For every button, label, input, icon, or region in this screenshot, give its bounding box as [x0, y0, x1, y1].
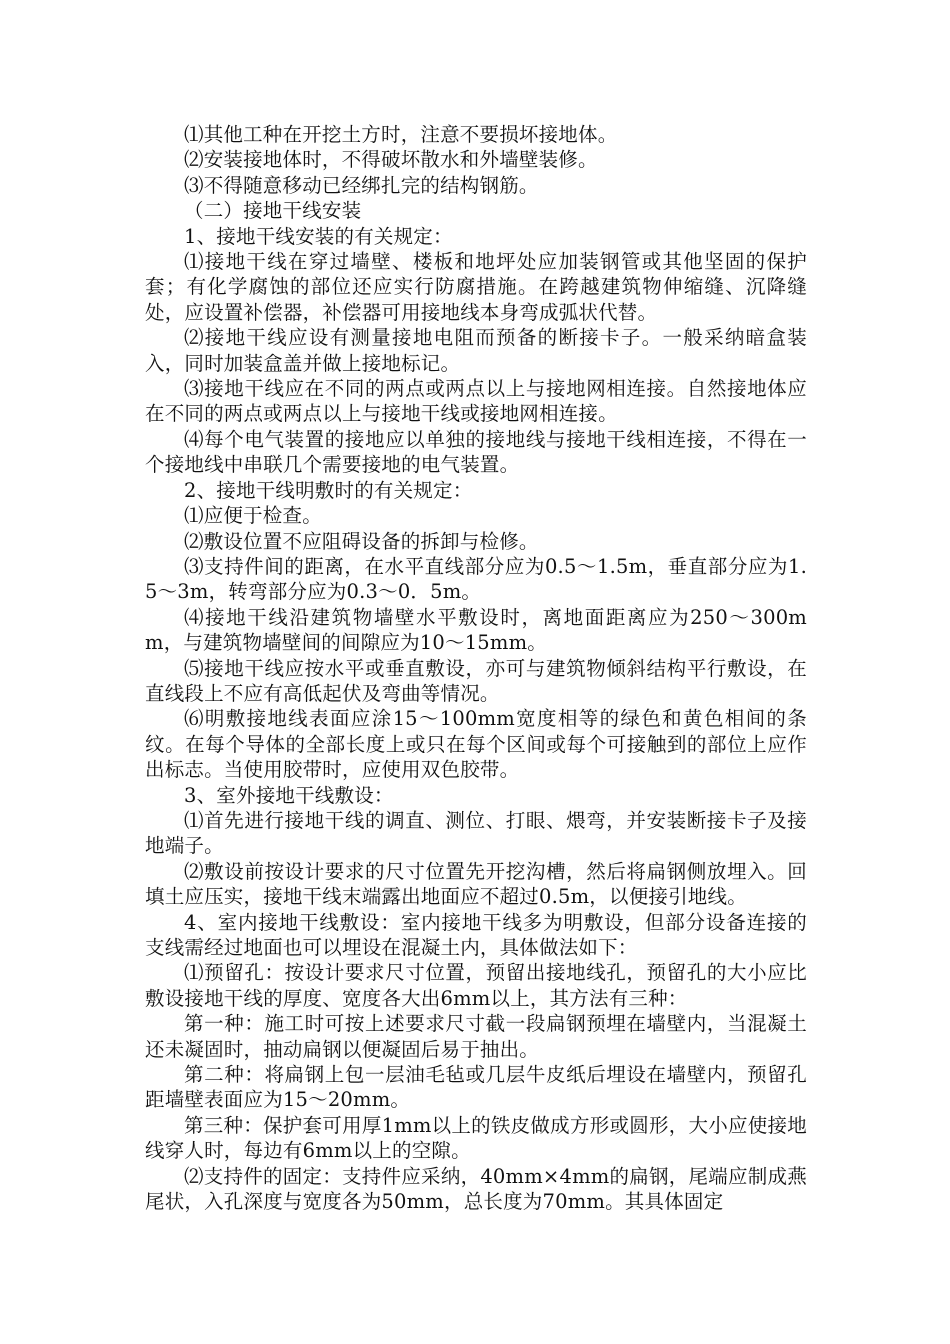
paragraph-7: ⑵接地干线应设有测量接地电阻而预备的断接卡子。一般采纳暗盒装入，同时加装盒盖并做上接地标记。 [145, 326, 807, 375]
paragraph-12: ⑵敷设位置不应阻碍设备的拆卸与检修。 [184, 529, 539, 553]
paragraph-8: ⑶接地干线应在不同的两点或两点以上与接地网相连接。自然接地体应在不同的两点或两点以上与接地干线或接地网相连接。 [145, 377, 807, 426]
paragraph-21: ⑴预留孔：按设计要求尺寸位置，预留出接地线孔，预留孔的大小应比敷设接地干线的厚度、宽度各大出6mm以上，其方法有三种： [145, 961, 807, 1010]
paragraph-6: ⑴接地干线在穿过墙壁、楼板和地坪处应加装钢管或其他坚固的保护套；有化学腐蚀的部位还应实行防腐措施。在跨越建筑物伸缩缝、沉降缝处，应设置补偿器，补偿器可用接地线本身弯成弧状代替。 [145, 250, 807, 324]
paragraph-11: ⑴应便于检查。 [184, 504, 322, 528]
paragraph-13: ⑶支持件间的距离，在水平直线部分应为0.5～1.5m，垂直部分应为1.5～3m，转弯部分应为0.3～0．5m。 [145, 554, 807, 604]
subheading-1: 1、接地干线安装的有关规定： [184, 224, 453, 248]
paragraph-2: ⑵安装接地体时，不得破坏散水和外墙壁装修。 [184, 148, 598, 172]
paragraph-16: ⑹明敷接地线表面应涂15～100mm宽度相等的绿色和黄色相间的条纹。在每个导体的全部长度上或只在每个区间或每个可接触到的部位上应作出标志。当使用胶带时，应使用双色胶带。 [145, 707, 807, 782]
subheading-2: 2、接地干线明敷时的有关规定： [184, 478, 473, 502]
section-heading-grounding-trunk: （二）接地干线安装 [184, 199, 362, 223]
paragraph-25: ⑵支持件的固定：支持件应采纳，40mm×4mm的扁钢，尾端应制成燕尾状，入孔深度与宽度各为50mm，总长度为70mm。其具体固定 [145, 1164, 807, 1214]
paragraph-19: ⑵敷设前按设计要求的尺寸位置先开挖沟槽，然后将扁钢侧放埋入。回填土应压实，接地干线末端露出地面应不超过0.5m，以便接引地线。 [145, 859, 807, 909]
subheading-4: 4、室内接地干线敷设：室内接地干线多为明敷设，但部分设备连接的支线需经过地面也可以埋设在混凝土内，具体做法如下： [145, 910, 807, 959]
paragraph-3: ⑶不得随意移动已经绑扎完的结构钢筋。 [184, 173, 539, 197]
paragraph-15: ⑸接地干线应按水平或垂直敷设，亦可与建筑物倾斜结构平行敷设，在直线段上不应有高低起伏及弯曲等情况。 [145, 656, 807, 705]
subheading-3: 3、室外接地干线敷设： [184, 783, 394, 807]
paragraph-1: ⑴其他工种在开挖土方时，注意不要损坏接地体。 [184, 123, 618, 146]
paragraph-23: 第二种：将扁钢上包一层油毛毡或几层牛皮纸后埋设在墙壁内，预留孔距墙壁表面应为15～20mm。 [145, 1063, 807, 1112]
paragraph-18: ⑴首先进行接地干线的调直、测位、打眼、煨弯，并安装断接卡子及接地端子。 [145, 808, 807, 858]
paragraph-24: 第三种：保护套可用厚1mm以上的铁皮做成方形或圆形，大小应使接地线穿人时，每边有6mm以上的空隙。 [145, 1113, 807, 1163]
paragraph-14: ⑷接地干线沿建筑物墙壁水平敷设时，离地面距离应为250～300mm，与建筑物墙壁间的间隙应为10～15mm。 [145, 605, 807, 655]
paragraph-9: ⑷每个电气装置的接地应以单独的接地线与接地干线相连接，不得在一个接地线中串联几个需要接地的电气装置。 [145, 427, 807, 477]
document-body [145, 122, 807, 1214]
paragraph-22: 第一种：施工时可按上述要求尺寸截一段扁钢预埋在墙壁内，当混凝土还未凝固时，抽动扁钢以便凝固后易于抽出。 [145, 1012, 807, 1061]
